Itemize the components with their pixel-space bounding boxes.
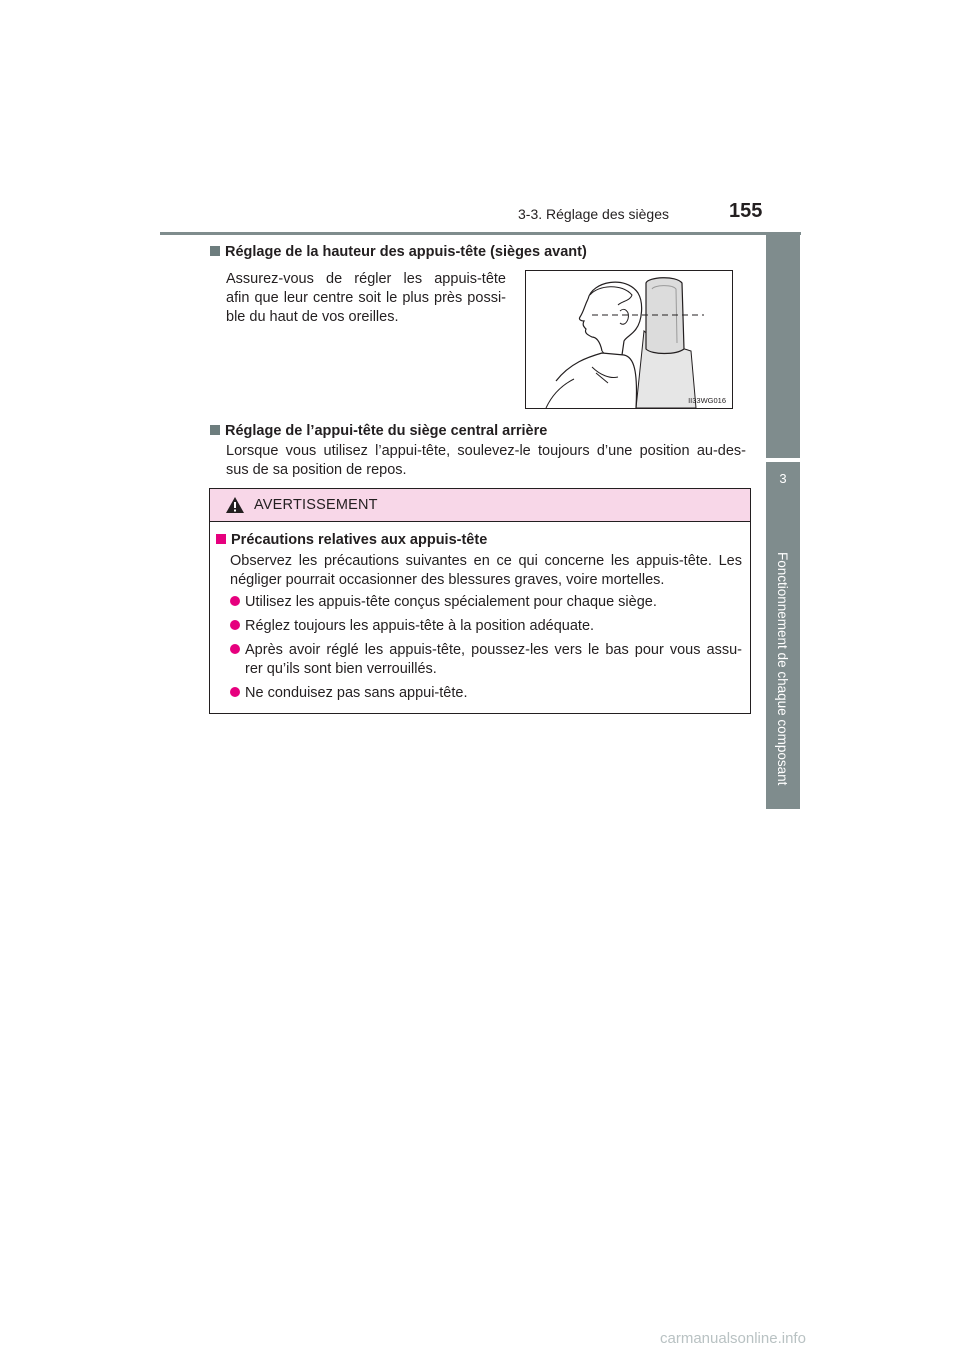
text-line: négliger pourrait occasionner des blessures graves, voire mortelles.: [230, 572, 665, 588]
bullet-dot-icon: [230, 596, 240, 606]
chapter-title: Fonctionnement de chaque composant: [775, 552, 790, 786]
section-heading-front-headrest: [210, 244, 587, 260]
section-heading-rear-center-headrest: [210, 423, 547, 439]
rear-headrest-instructions: [226, 442, 746, 480]
text-line: [230, 641, 742, 660]
warning-heading-text: Précautions relatives aux appuis-tête: [231, 532, 488, 548]
warning-intro: [230, 552, 742, 590]
square-bullet-icon: [210, 246, 220, 256]
warning-bullet-item: [230, 684, 467, 703]
text-line: Assurez-vous de régler les appuis-tête: [226, 271, 506, 287]
bullet-text-continued: rer qu’ils sont bien verrouillés.: [245, 661, 437, 677]
chapter-number: 3: [779, 471, 787, 486]
bullet-text: Utilisez les appuis-tête conçus spécialement pour chaque siège.: [245, 594, 657, 610]
warning-label: AVERTISSEMENT: [254, 497, 378, 513]
section-breadcrumb: 3-3. Réglage des sièges: [518, 206, 669, 222]
page-number: 155: [729, 200, 763, 222]
warning-bullet-item: [230, 641, 742, 679]
text-line: sus de sa position de repos.: [226, 462, 407, 478]
chapter-tab-upper: [766, 232, 800, 458]
warning-bullet-item: [230, 617, 594, 636]
bullet-text: Réglez toujours les appuis-tête à la position adéquate.: [245, 618, 595, 634]
warning-triangle-icon: [225, 496, 245, 514]
square-bullet-icon: [216, 534, 226, 544]
text-line: ble du haut de vos oreilles.: [226, 309, 399, 325]
square-bullet-icon: [210, 425, 220, 435]
text-line: afin que leur centre soit le plus près possi-: [226, 290, 506, 306]
warning-heading: [216, 532, 487, 548]
person-headrest-drawing: [526, 271, 732, 408]
bullet-dot-icon: [230, 620, 240, 630]
bullet-text: Après avoir réglé les appuis-tête, poussez-les vers le bas pour vous assu-: [245, 642, 742, 658]
warning-box: [209, 488, 751, 714]
warning-bullet-item: [230, 593, 657, 612]
bullet-text: Ne conduisez pas sans appui-tête.: [245, 685, 468, 701]
header-divider: [160, 232, 801, 235]
section-heading-text: Réglage de l’appui-tête du siège central arrière: [225, 423, 548, 439]
bullet-dot-icon: [230, 644, 240, 654]
front-headrest-instructions: [226, 270, 506, 327]
warning-header: [210, 489, 750, 522]
section-heading-text: Réglage de la hauteur des appuis-tête (sièges avant): [225, 244, 587, 260]
figure-code: II33WG016: [688, 396, 726, 405]
text-line: Lorsque vous utilisez l’appui-tête, soulevez-le toujours d’une position au-des-: [226, 443, 746, 459]
bullet-dot-icon: [230, 687, 240, 697]
watermark: carmanualsonline.info: [660, 1330, 806, 1347]
text-line: Observez les précautions suivantes en ce qui concerne les appuis-tête. Les: [230, 553, 742, 569]
headrest-illustration: [525, 270, 733, 409]
